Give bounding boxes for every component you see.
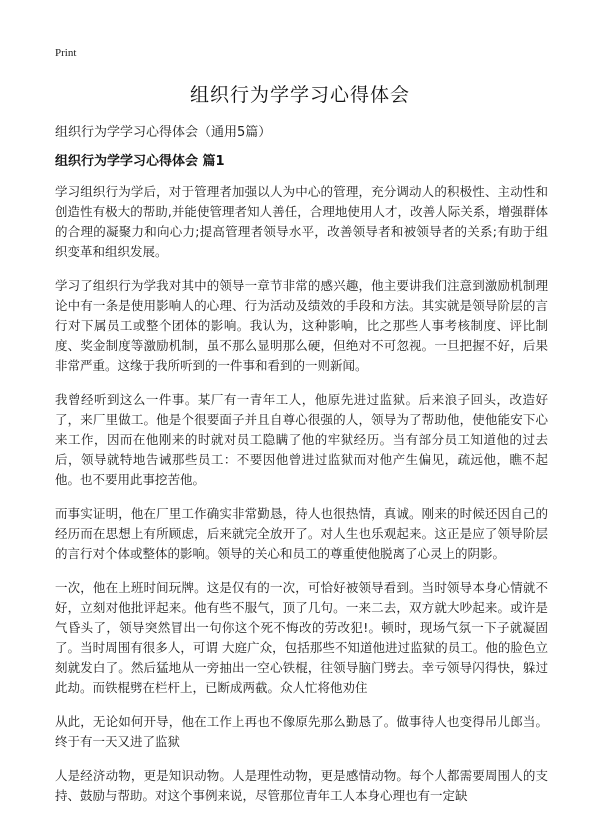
document-title: 组织行为学学习心得体会: [189, 84, 410, 106]
paragraph-3: 我曾经听到这么一件事。某厂有一青年工人，他原先进过监狱。后来浪子回头，改造好了，来厂里做工。他是个很要面子并且自尊心很强的人，领导为了帮助他，使他能安下心来工作，因而在他刚来的时就对员工隐瞒了他的牢狱经历。当有部分员工知道他的过去后，领导就特地告诫那些员工：不要因他曾进过监狱而对他产生偏见，疏远他，瞧不起他。也不要用此事挖苦他。: [55, 392, 548, 487]
paragraph-4: 而事实证明，他在厂里工作确实非常勤恳，待人也很热情，真诚。刚来的时候还因自己的经历而在思想上有所顾虑，后来就完全放开了。对人生也乐观起来。这正是应了领导阶层的言行对个体或整体的影响。领导的关心和员工的尊重使他脱离了心灵上的阴影。: [55, 506, 548, 561]
article-body: [55, 182, 548, 822]
section-heading: 组织行为学学习心得体会 篇1: [55, 154, 225, 169]
document-subtitle: 组织行为学学习心得体会（通用5篇）: [55, 125, 272, 140]
paragraph-1: 学习组织行为学后，对于管理者加强以人为中心的管理，充分调动人的积极性、主动性和创造性有极大的帮助,并能使管理者知人善任，合理地使用人才，改善人际关系，增强群体的合理的凝聚力和向心力;提高管理者领导水平，改善领导者和被领导者的关系;有助于组织变革和组织发展。: [55, 184, 548, 259]
paragraph-7: 人是经济动物，更是知识动物。人是理性动物，更是感情动物。每个人都需要周围人的支持、鼓励与帮助。对这个事例来说，尽管那位青年工人本身心理也有一定缺: [55, 768, 548, 803]
paragraph-2: 学习了组织行为学我对其中的领导一章节非常的感兴趣，他主要讲我们注意到激励机制理论中有一条是使用影响人的心理、行为活动及绩效的手段和方法。其实就是领导阶层的言行对下属员工或整个团体的影响。我认为，这种影响，比之那些人事考核制度、评比制度、奖金制度等激励机制，虽不那么显明那么硬，但绝对不可忽视。一旦把握不好，后果非常严重。这缘于我所听到的一件事和看到的一则新闻。: [55, 278, 548, 373]
paragraph-5: 一次，他在上班时间玩牌。这是仅有的一次，可恰好被领导看到。当时领导本身心情就不好，立刻对他批评起来。他有些不服气，顶了几句。一来二去，双方就大吵起来。或许是气昏头了，领导突然冒出一句你这个死不悔改的劳改犯!。顿时，现场气氛一下子就凝固了。当时周围有很多人，可谓 大庭广众，包括那些不知道他进过监狱的员工。他的脸色立刻就发白了。然后猛地从一旁抽出一空心铁棍，往领导脑门劈去。幸亏领导闪得快，躲过此劫。而铁棍劈在栏杆上，已断成两截。众人忙将他劝住: [55, 580, 548, 695]
print-label[interactable]: Print: [55, 47, 77, 59]
paragraph-6: 从此，无论如何开导，他在工作上再也不像原先那么勤恳了。做事待人也变得吊儿郎当。终于有一天又进了监狱: [55, 714, 548, 749]
